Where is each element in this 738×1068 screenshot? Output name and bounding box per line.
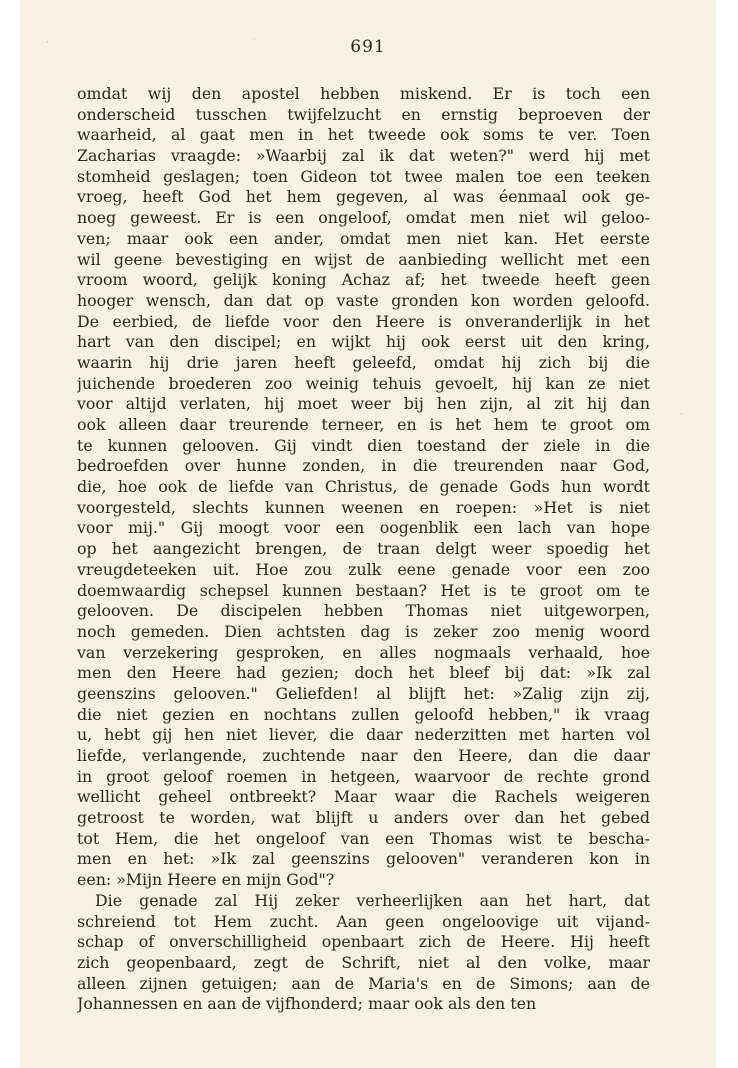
text-line: vroeg, heeft God het hem gegeven, al was éenmaal ook ge-	[77, 187, 650, 207]
text-line: wil geene bevestiging en wijst de aanbieding wellicht met een	[77, 249, 650, 269]
margin-speck: '	[46, 40, 49, 50]
text-line: schap of onverschilligheid openbaart zich de Heere. Hij heeft	[77, 932, 650, 952]
text-line: schreiend tot Hem zucht. Aan geen ongeloovige uit vijand-	[77, 911, 650, 931]
text-line: van verzekering gesproken, en alles nogmaals verhaald, hoe	[77, 642, 650, 662]
text-line: u, hebt gij hen niet liever, die daar nederzitten met harten vol	[77, 725, 650, 745]
text-line: Johannessen en aan de vijfhonderd; maar ook als den ten	[77, 994, 537, 1014]
margin-speck: ·	[680, 410, 683, 420]
text-line: ook alleen daar treurende terneer, en is het hem te groot om	[77, 415, 650, 434]
margin-speck: ·	[253, 35, 256, 45]
text-line: noch gemeden. Dien achtsten dag is zeker zoo menig woord	[77, 621, 650, 641]
text-line: een: »Mijn Heere en mijn God"?	[77, 870, 335, 890]
text-line: getroost te worden, wat blijft u anders over dan het gebed	[77, 808, 650, 828]
text-line: Die genade zal Hij zeker verheerlijken aan het hart, dat	[95, 890, 650, 910]
text-line: De eerbied, de liefde voor den Heere is onveranderlijk in het	[77, 311, 650, 331]
text-line: onderscheid tusschen twijfelzucht en ernstig beproeven der	[77, 104, 650, 124]
text-line: in groot geloof roemen in hetgeen, waarvoor de rechte grond	[77, 766, 650, 786]
paragraph	[77, 891, 650, 1015]
text-line: juichende broederen zoo weinig tehuis gevoelt, hij kan ze niet	[77, 373, 650, 393]
text-line: zich geopenbaard, zegt de Schrift, niet al den volke, maar	[77, 952, 650, 972]
text-line: hooger wensch, dan dat op vaste gronden kon worden geloofd.	[77, 290, 650, 310]
text-line: omdat wij den apostel hebben miskend. Er is toch een	[77, 84, 650, 103]
body-text	[77, 84, 650, 1015]
text-line: waarin hij drie jaren heeft geleefd, omdat hij zich bij die	[77, 352, 650, 372]
text-line: geenszins gelooven." Geliefden! al blijft het: »Zalig zijn zij,	[77, 683, 650, 703]
text-line: voorgesteld, slechts kunnen weenen en roepen: »Het is niet	[77, 497, 650, 517]
text-line: ven; maar ook een ander, omdat men niet kan. Het eerste	[77, 228, 650, 248]
text-line: die, hoe ook de liefde van Christus, de genade Gods hun wordt	[77, 477, 650, 497]
text-line: vreugdeteeken uit. Hoe zou zulk eene genade voor een zoo	[77, 559, 650, 579]
text-line: doemwaardig schepsel kunnen bestaan? Het is te groot om te	[77, 580, 650, 600]
text-line: wellicht geheel ontbreekt? Maar waar die Rachels weigeren	[77, 787, 650, 807]
text-line: voor altijd verlaten, hij moet weer bij hen zijn, al zit hij dan	[77, 394, 650, 414]
text-line: men en het: »Ik zal geenszins gelooven" veranderen kon in	[77, 849, 650, 869]
text-line: hart van den discipel; en wijkt hij ook eerst uit den kring,	[77, 332, 650, 352]
text-line: vroom woord, gelijk koning Achaz af; het tweede heeft geen	[77, 270, 650, 290]
text-line: waarheid, al gaat men in het tweede ook soms te ver. Toen	[77, 125, 650, 145]
text-line: stomheid geslagen; toen Gideon tot twee malen toe een teeken	[77, 166, 650, 186]
text-line: bedroefden over hunne zonden, in die treurenden naar God,	[77, 456, 650, 476]
paragraph	[77, 84, 650, 891]
text-line: liefde, verlangende, zuchtende naar den Heere, dan die daar	[77, 746, 650, 765]
text-line: die niet gezien en nochtans zullen geloofd hebben," ik vraag	[77, 704, 650, 724]
book-page	[20, 0, 716, 1068]
text-line: op het aangezicht brengen, de traan delgt weer spoedig het	[77, 539, 650, 559]
text-line: alleen zijnen getuigen; aan de Maria's en de Simons; aan de	[77, 973, 650, 993]
text-line: gelooven. De discipelen hebben Thomas niet uitgeworpen,	[77, 601, 650, 621]
text-line: men den Heere had gezien; doch het bleef bij dat: »Ik zal	[77, 663, 650, 683]
text-line: noeg geweest. Er is een ongeloof, omdat men niet wil geloo-	[77, 208, 650, 228]
page-number: 691	[350, 37, 386, 57]
text-line: Zacharias vraagde: »Waarbij zal ik dat weten?" werd hij met	[77, 146, 650, 166]
text-line: te kunnen gelooven. Gij vindt dien toestand der ziele in die	[77, 435, 650, 455]
text-line: tot Hem, die het ongeloof van een Thomas wist te bescha-	[77, 828, 650, 848]
text-line: voor mij." Gij moogt voor een oogenblik een lach van hope	[77, 518, 650, 538]
